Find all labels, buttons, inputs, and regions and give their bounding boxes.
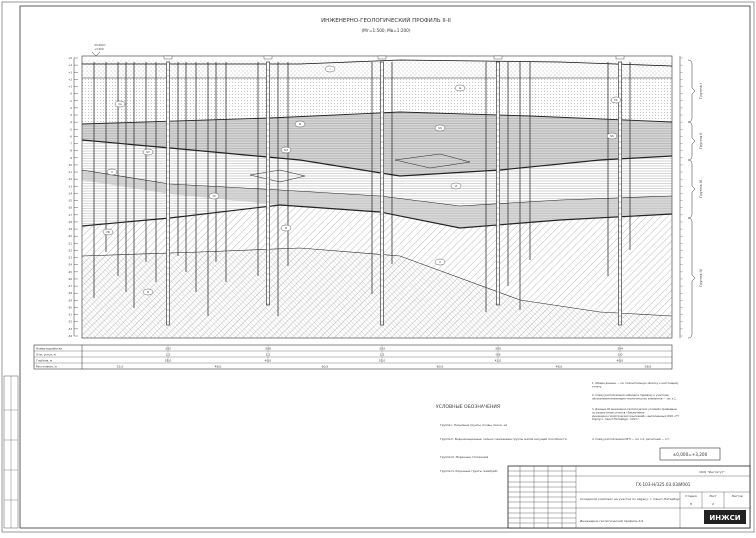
- layer-label-text: X: [439, 261, 441, 264]
- borehole-cap: [264, 56, 272, 59]
- stamp-sheet-title: Инженерно-геологический профиль II-II: [580, 519, 644, 523]
- scale-tick-label: -11: [67, 171, 72, 175]
- table-row-label: Номер выработки: [36, 346, 63, 351]
- binding-strip-cells: [4, 376, 18, 528]
- stamp-sheets-label: Листов: [731, 494, 743, 498]
- borehole-elevation: 0,8: [495, 352, 501, 357]
- distance-value: 52,0: [116, 364, 124, 369]
- layer-label-text: VI: [454, 185, 458, 188]
- layer-label: [325, 66, 335, 72]
- scale-tick-label: -2: [69, 106, 72, 110]
- group-brace-line: [688, 218, 695, 338]
- legend-item: Группа III. Моренные отложения: [440, 455, 489, 459]
- profile-scale: (Мг=1:500, Мв=1:200): [361, 28, 411, 33]
- table-row-label: Глубина, м: [36, 358, 53, 363]
- scale-tick-label: +3: [68, 71, 72, 75]
- top-mark-line2: +3,200: [94, 48, 104, 51]
- distance-value: 48,0: [555, 364, 563, 369]
- layer-label-text: IX: [284, 227, 288, 230]
- scale-tick-label: -16: [67, 206, 72, 210]
- stamp-sheet-label: Лист: [709, 494, 717, 498]
- scale-tick-label: -31: [67, 313, 72, 317]
- stamp-logo: ИНЖСИ: [709, 514, 741, 522]
- scale-tick-label: -24: [67, 263, 72, 267]
- note-item: 3. Данные об инженерно-геологических условиях приведены по результатам отчетов «Заключение инженерно-геологических изысканий», выполненных ООО «ГТ Корпус», Санкт-Петербург, 2013 г.: [592, 408, 679, 422]
- stamp-stage-label: Стадия: [685, 494, 697, 498]
- scale-tick-label: -19: [67, 228, 72, 232]
- borehole-depth: 40,0: [616, 358, 624, 363]
- borehole-cap: [378, 56, 386, 59]
- layer-label-text: V: [111, 171, 113, 174]
- distance-value: 60,5: [321, 364, 329, 369]
- layer-label: [103, 229, 113, 235]
- layer-label-text: IVd: [283, 149, 289, 152]
- borehole-number: 334: [617, 346, 623, 351]
- stamp-code: ГХ-103-Н/325.03.03/И001: [635, 482, 691, 487]
- scale-tick-label: -13: [67, 185, 72, 189]
- top-mark-line1: ±0,000=: [94, 44, 106, 47]
- scale-tick-label: -28: [67, 292, 72, 296]
- group-brace: [688, 160, 703, 218]
- layer-label-text: IVb: [609, 135, 615, 138]
- scale-tick-label: -15: [67, 199, 72, 203]
- table-row-label: Отм. устья, м: [36, 352, 56, 357]
- layer-label: [143, 289, 153, 295]
- layer-label-text: III: [298, 123, 302, 126]
- layer-label: [607, 133, 617, 139]
- layer-label-text: I: [329, 68, 331, 71]
- layer-label: [451, 183, 461, 189]
- datum-text: ±0,000=+3,200: [672, 452, 708, 457]
- layer-label-text: XI: [146, 291, 150, 294]
- scale-tick-label: -12: [67, 178, 72, 182]
- layer-label-text: IVc: [146, 151, 150, 154]
- scale-tick-label: -18: [67, 220, 72, 224]
- scale-tick-label: -9: [69, 156, 72, 160]
- layer-label-text: IIa: [118, 103, 122, 106]
- scale-tick-label: -17: [67, 213, 72, 217]
- scale-tick-label: -27: [67, 285, 72, 289]
- borehole-depth: 35,0: [164, 358, 172, 363]
- layer-label: [115, 101, 125, 107]
- layer-label-text: Ia: [458, 87, 462, 90]
- legend-heading: УСЛОВНЫЕ ОБОЗНАЧЕНИЯ: [435, 405, 501, 410]
- group-brace-line: [688, 122, 695, 160]
- scale-tick-label: -25: [67, 270, 72, 274]
- borehole-column: [166, 62, 169, 325]
- layer-label: [143, 149, 153, 155]
- borehole-depth: 32,0: [378, 358, 386, 363]
- scale-tick-label: -29: [67, 299, 72, 303]
- group-label: Группа II: [699, 132, 703, 150]
- layer-label: [209, 193, 219, 199]
- scale-tick-label: -8: [69, 149, 72, 153]
- layer-label-text: IIb: [614, 99, 618, 102]
- scale-tick-label: -20: [67, 235, 72, 239]
- table-row-labels: [36, 347, 62, 369]
- group-label: Группа III: [699, 180, 703, 198]
- group-label: Группа IV: [699, 268, 703, 288]
- scale-tick-label: 0: [70, 92, 72, 96]
- borehole-elevation: 1,1: [265, 352, 271, 357]
- note-item: 1. Общие данные — см. пояснительную записку к настоящему отчету.: [592, 382, 679, 389]
- table-row-label: Расстояние, м: [36, 364, 57, 369]
- legend-item: Группа II. Водонасыщенные, сильно сжимаемые грунты малой несущей способности: [440, 437, 567, 441]
- legend-item: Группа IV. Коренные грунты (кембрий): [440, 469, 498, 473]
- borehole-depth: 41,0: [494, 358, 502, 363]
- layer-label-text: IVa: [438, 127, 442, 130]
- scale-tick-label: -33: [67, 327, 72, 331]
- general-notes: [592, 381, 679, 441]
- scale-tick-label: -3: [69, 114, 72, 118]
- group-label: Группа I: [699, 83, 703, 99]
- scale-tick-label: +2: [68, 78, 72, 82]
- stamp-company: ООО "Институт": [699, 470, 725, 474]
- borehole-cap: [494, 56, 502, 59]
- layer-label: [435, 125, 445, 131]
- group-braces: [688, 60, 703, 338]
- borehole-elevation: 1,2: [165, 352, 171, 357]
- layer-label-text: VII: [212, 195, 216, 198]
- scale-tick-label: -26: [67, 277, 72, 281]
- scale-tick-label: -22: [67, 249, 72, 253]
- borehole-depth: 40,0: [264, 358, 272, 363]
- legend-items: [440, 423, 567, 473]
- scale-tick-label: -1: [69, 99, 72, 103]
- borehole-column: [380, 62, 383, 325]
- group-brace: [688, 218, 703, 338]
- scale-tick-label: -6: [69, 135, 72, 139]
- top-mark-arrow: [92, 52, 100, 56]
- group-brace-line: [688, 160, 695, 218]
- profile-section: [68, 56, 683, 338]
- layer-label: [281, 225, 291, 231]
- scale-tick-label: -32: [67, 320, 72, 324]
- borehole-number: 333: [379, 346, 385, 351]
- distance-value: 60,5: [436, 364, 444, 369]
- legend: [436, 404, 567, 473]
- layer-label: [435, 259, 445, 265]
- borehole-number: 332: [165, 346, 171, 351]
- scale-tick-label: -21: [67, 242, 72, 246]
- layer-label: [295, 121, 305, 127]
- layer-label: [281, 147, 291, 153]
- borehole-cap: [616, 56, 624, 59]
- scale-tick-label: -34: [67, 335, 72, 338]
- note-item: 2. Схему расположения кабелей и привязку к участкам обозначения инженерно-геологических элементов — см. л.1.: [592, 394, 677, 401]
- borehole-cap: [164, 56, 172, 59]
- stamp-object: Складской комплекс на участке по адресу: г. Санкт-Петербург: [580, 497, 681, 501]
- note-item: 4. Схему расположения ИГЭ — см. л.4, расчетный — л.7.: [592, 438, 670, 441]
- borehole-number: 336: [265, 346, 271, 351]
- profile-title: ИНЖЕНЕРНО-ГЕОЛОГИЧЕСКИЙ ПРОФИЛЬ II-II: [321, 18, 451, 24]
- scale-tick-label: +5: [68, 57, 72, 60]
- scale-tick-label: -30: [67, 306, 72, 310]
- borehole-column: [266, 62, 269, 305]
- layer-label-text: VIII: [105, 231, 111, 234]
- borehole-elevation: 1,0: [617, 352, 623, 357]
- layer-label: [107, 169, 117, 175]
- distance-value: 48,0: [214, 364, 222, 369]
- borehole-elevation: 1,5: [379, 352, 385, 357]
- group-brace-line: [688, 60, 695, 122]
- scale-tick-label: -5: [69, 128, 72, 132]
- scale-tick-label: -14: [67, 192, 72, 196]
- group-brace: [688, 122, 703, 160]
- table-values: [117, 345, 652, 369]
- layer-label: [455, 85, 465, 91]
- layer-label: [611, 97, 621, 103]
- scale-tick-label: -4: [69, 121, 72, 125]
- borehole-column: [496, 62, 499, 305]
- scale-tick-label: +4: [68, 64, 72, 68]
- scale-tick-label: +1: [68, 85, 72, 89]
- scale-tick-label: -23: [67, 256, 72, 260]
- stamp-sheet: 2: [712, 502, 714, 506]
- scale-tick-label: -10: [67, 163, 72, 167]
- stamp-stage: П: [689, 502, 693, 506]
- distance-value: 58,0: [644, 364, 652, 369]
- group-brace: [688, 60, 703, 122]
- borehole-table: [34, 345, 672, 369]
- legend-item: Группа I. Насыпные грунты, почвы, пески, ил: [440, 423, 508, 427]
- borehole-number: 335: [495, 346, 501, 351]
- scale-tick-label: -7: [69, 142, 72, 146]
- title-block: [508, 466, 750, 528]
